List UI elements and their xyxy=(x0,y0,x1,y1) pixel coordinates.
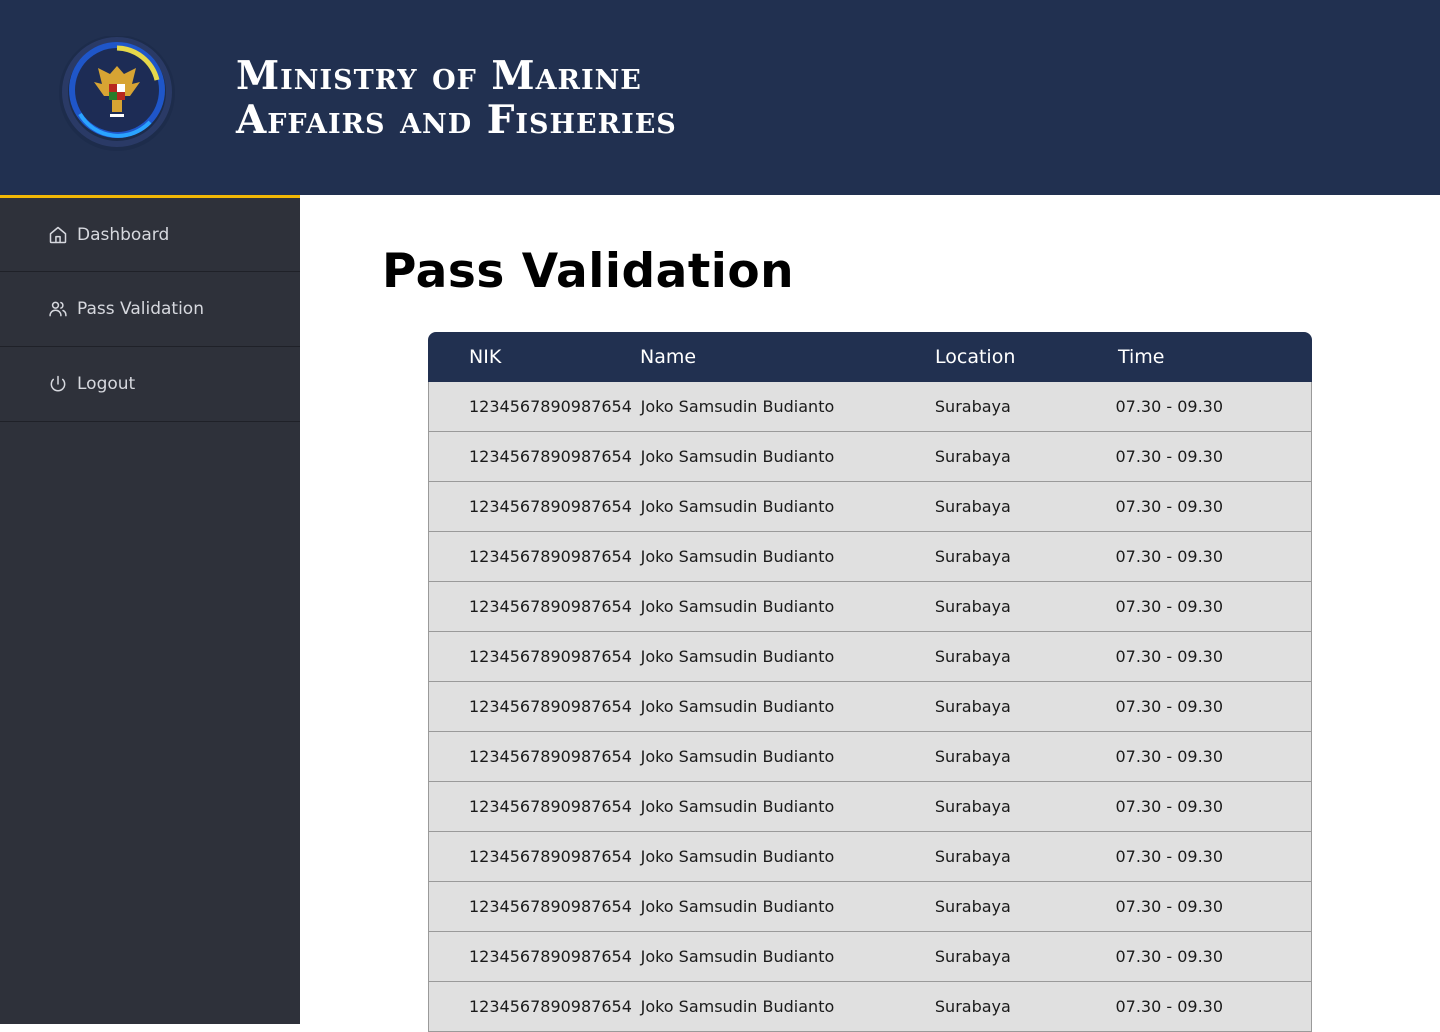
cell-location: Surabaya xyxy=(934,597,1011,616)
sidebar-item-label: Pass Validation xyxy=(77,299,204,319)
sidebar-item-logout[interactable] xyxy=(0,347,300,422)
cell-nik: 1234567890987654 xyxy=(469,997,632,1016)
table-row[interactable] xyxy=(428,682,1312,732)
cell-nik: 1234567890987654 xyxy=(469,397,632,416)
column-header-location[interactable]: Location xyxy=(935,346,1016,368)
cell-location: Surabaya xyxy=(934,497,1011,516)
app-title xyxy=(236,54,677,142)
cell-name: Joko Samsudin Budianto xyxy=(640,697,835,716)
cell-location: Surabaya xyxy=(934,947,1011,966)
table-row[interactable] xyxy=(428,732,1312,782)
sidebar-item-label: Logout xyxy=(77,374,136,394)
table-row[interactable] xyxy=(428,882,1312,932)
cell-name: Joko Samsudin Budianto xyxy=(640,947,835,966)
table-row[interactable] xyxy=(428,982,1312,1032)
cell-location: Surabaya xyxy=(934,447,1011,466)
table-row[interactable] xyxy=(428,782,1312,832)
cell-nik: 1234567890987654 xyxy=(469,597,632,616)
table-row[interactable] xyxy=(428,382,1312,432)
cell-location: Surabaya xyxy=(934,747,1011,766)
cell-nik: 1234567890987654 xyxy=(469,697,632,716)
sidebar xyxy=(0,195,300,1024)
cell-name: Joko Samsudin Budianto xyxy=(640,447,835,466)
home-icon xyxy=(47,224,69,246)
cell-name: Joko Samsudin Budianto xyxy=(640,597,835,616)
app-title-line2: Affairs and Fisheries xyxy=(236,97,677,143)
cell-nik: 1234567890987654 xyxy=(469,797,632,816)
cell-nik: 1234567890987654 xyxy=(469,547,632,566)
cell-nik: 1234567890987654 xyxy=(469,897,632,916)
column-header-time[interactable]: Time xyxy=(1118,346,1165,368)
sidebar-item-label: Dashboard xyxy=(77,224,170,245)
cell-nik: 1234567890987654 xyxy=(469,747,632,766)
cell-time: 07.30 - 09.30 xyxy=(1115,747,1224,766)
cell-nik: 1234567890987654 xyxy=(469,847,632,866)
cell-time: 07.30 - 09.30 xyxy=(1115,497,1224,516)
cell-time: 07.30 - 09.30 xyxy=(1115,397,1224,416)
cell-nik: 1234567890987654 xyxy=(469,947,632,966)
cell-name: Joko Samsudin Budianto xyxy=(640,847,835,866)
cell-name: Joko Samsudin Budianto xyxy=(640,647,835,666)
table-body xyxy=(428,382,1312,1032)
cell-nik: 1234567890987654 xyxy=(469,447,632,466)
cell-name: Joko Samsudin Budianto xyxy=(640,397,835,416)
ministry-emblem-icon xyxy=(50,36,184,156)
column-header-nik[interactable]: NIK xyxy=(469,346,502,368)
cell-nik: 1234567890987654 xyxy=(469,647,632,666)
cell-location: Surabaya xyxy=(934,997,1011,1016)
cell-location: Surabaya xyxy=(934,647,1011,666)
cell-time: 07.30 - 09.30 xyxy=(1115,997,1224,1016)
cell-name: Joko Samsudin Budianto xyxy=(640,997,835,1016)
table-row[interactable] xyxy=(428,482,1312,532)
cell-name: Joko Samsudin Budianto xyxy=(640,897,835,916)
sidebar-item-pass-validation[interactable] xyxy=(0,272,300,347)
users-icon xyxy=(47,298,69,320)
cell-time: 07.30 - 09.30 xyxy=(1115,647,1224,666)
table-row[interactable] xyxy=(428,582,1312,632)
table-header-row xyxy=(428,332,1312,382)
cell-time: 07.30 - 09.30 xyxy=(1115,847,1224,866)
cell-name: Joko Samsudin Budianto xyxy=(640,797,835,816)
cell-name: Joko Samsudin Budianto xyxy=(640,547,835,566)
cell-location: Surabaya xyxy=(934,397,1011,416)
cell-time: 07.30 - 09.30 xyxy=(1115,947,1224,966)
table-row[interactable] xyxy=(428,632,1312,682)
cell-time: 07.30 - 09.30 xyxy=(1115,447,1224,466)
cell-location: Surabaya xyxy=(934,697,1011,716)
table-row[interactable] xyxy=(428,932,1312,982)
pass-validation-table xyxy=(428,332,1312,1032)
table-row[interactable] xyxy=(428,432,1312,482)
table-row[interactable] xyxy=(428,832,1312,882)
table-row[interactable] xyxy=(428,532,1312,582)
cell-location: Surabaya xyxy=(934,847,1011,866)
app-title-line1: Ministry of Marine xyxy=(236,53,642,99)
cell-nik: 1234567890987654 xyxy=(469,497,632,516)
cell-name: Joko Samsudin Budianto xyxy=(640,497,835,516)
cell-location: Surabaya xyxy=(934,897,1011,916)
cell-time: 07.30 - 09.30 xyxy=(1115,897,1224,916)
cell-name: Joko Samsudin Budianto xyxy=(640,747,835,766)
page-title: Pass Validation xyxy=(382,244,795,299)
cell-time: 07.30 - 09.30 xyxy=(1115,697,1224,716)
cell-time: 07.30 - 09.30 xyxy=(1115,547,1224,566)
cell-time: 07.30 - 09.30 xyxy=(1115,597,1224,616)
cell-location: Surabaya xyxy=(934,547,1011,566)
cell-time: 07.30 - 09.30 xyxy=(1115,797,1224,816)
column-header-name[interactable]: Name xyxy=(640,346,697,368)
app-header xyxy=(0,0,1440,195)
cell-location: Surabaya xyxy=(934,797,1011,816)
sidebar-item-dashboard[interactable] xyxy=(0,198,300,272)
power-icon xyxy=(47,373,69,395)
